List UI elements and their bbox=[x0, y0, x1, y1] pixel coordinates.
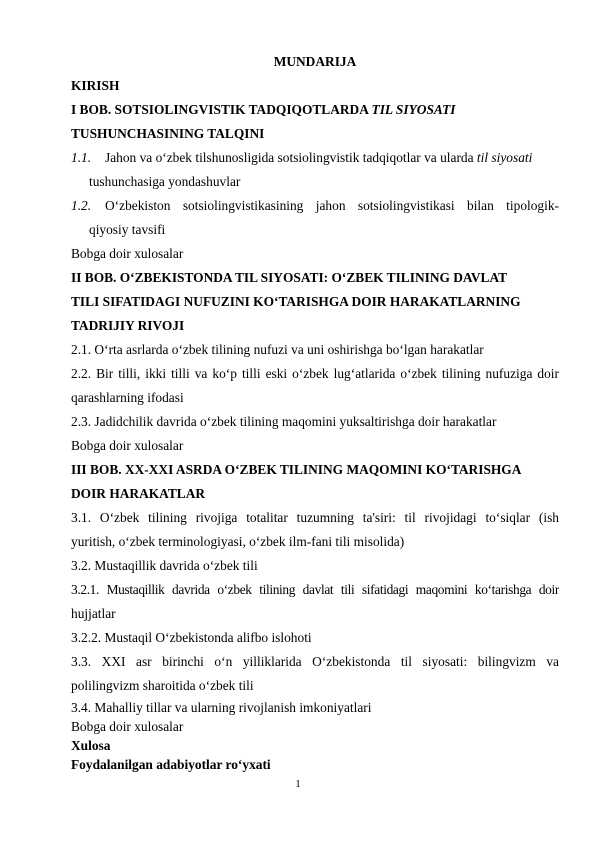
toc-section-3-2-1-line-2: hujjatlar bbox=[71, 606, 116, 621]
page-number: 1 bbox=[295, 778, 301, 790]
toc-chapter-1-text: I BOB. SOTSIOLINGVISTIK TADQIQOTLARDA bbox=[71, 102, 372, 117]
toc-section-1-2-line-1 bbox=[71, 194, 559, 218]
toc-chapter-2-line-3: TADRIJIY RIVOJI bbox=[71, 318, 185, 333]
toc-section-3-3-line-1: 3.3. XXI asr birinchi o‘n yilliklarida O‘zbekistonda til siyosati: bilingvizm va bbox=[71, 654, 559, 669]
toc-section-1-1-italic: til siyosati bbox=[476, 150, 533, 165]
toc-section-3-3-line-2: polilingvizm sharoitida o‘zbek tili bbox=[71, 678, 254, 693]
toc-chapter-1-conclusion: Bobga doir xulosalar bbox=[71, 246, 184, 261]
toc-chapter-3-line-2: DOIR HARAKATLAR bbox=[71, 486, 206, 501]
page-title: MUNDARIJA bbox=[273, 54, 357, 69]
toc-section-2-3: 2.3. Jadidchilik davrida o‘zbek tilining maqomini yuksaltirishga doir harakatlar bbox=[71, 414, 497, 429]
toc-chapter-2-line-2: TILI SIFATIDAGI NUFUZINI KO‘TARISHGA DOIR HARAKATLARNING bbox=[71, 294, 521, 309]
toc-section-3-1-line-1: 3.1. O‘zbek tilining rivojiga totalitar tuzumning ta'siri: til rivojidagi to‘siqlar (ish bbox=[71, 510, 559, 525]
toc-section-3-2-2: 3.2.2. Mustaqil O‘zbekistonda alifbo islohoti bbox=[71, 630, 312, 645]
toc-section-3-4: 3.4. Mahalliy tillar va ularning rivojlanish imkoniyatlari bbox=[71, 700, 372, 715]
toc-section-3-2: 3.2. Mustaqillik davrida o‘zbek tili bbox=[71, 558, 258, 573]
toc-chapter-3-conclusion: Bobga doir xulosalar bbox=[71, 719, 184, 734]
toc-entry-references: Foydalanilgan adabiyotlar ro‘yxati bbox=[71, 757, 271, 772]
toc-section-1-1-line-2: tushunchasiga yondashuvlar bbox=[89, 174, 241, 189]
toc-section-1-1-text: Jahon va o‘zbek tilshunosligida sotsiolingvistik tadqiqotlar va ularda bbox=[105, 150, 477, 165]
toc-section-2-2-line-1: 2.2. Bir tilli, ikki tilli va ko‘p tilli eski o‘zbek lug‘atlarida o‘zbek tilining nufuziga doir bbox=[71, 366, 559, 381]
toc-entry-xulosa: Xulosa bbox=[71, 738, 111, 753]
toc-chapter-1-italic: TIL SIYOSATI bbox=[371, 102, 456, 117]
toc-entry-kirish: KIRISH bbox=[71, 78, 120, 93]
toc-section-3-2-1-line-1: 3.2.1. Mustaqillik davrida o‘zbek tilining davlat tili sifatidagi maqomini ko‘tarishga doir bbox=[71, 582, 559, 597]
toc-chapter-1-line-2: TUSHUNCHASINING TALQINI bbox=[71, 126, 265, 141]
toc-section-3-1-line-2: yuritish, o‘zbek terminologiyasi, o‘zbek ilm-fani tili misolida) bbox=[71, 534, 405, 549]
toc-section-2-1: 2.1. O‘rta asrlarda o‘zbek tilining nufuzi va uni oshirishga bo‘lgan harakatlar bbox=[71, 342, 484, 357]
toc-section-number: 1.2. bbox=[71, 198, 92, 213]
toc-section-1-2-text: O‘zbekiston sotsiolingvistikasining jahon sotsiolingvistikasi bilan tipologik- bbox=[105, 198, 559, 213]
toc-section-2-2-line-2: qarashlarning ifodasi bbox=[71, 390, 184, 405]
toc-chapter-2-conclusion: Bobga doir xulosalar bbox=[71, 438, 184, 453]
toc-section-1-2-line-2: qiyosiy tavsifi bbox=[89, 222, 166, 237]
toc-chapter-2-line-1: II BOB. O‘ZBEKISTONDA TIL SIYOSATI: O‘ZBEK TILINING DAVLAT bbox=[71, 270, 508, 285]
table-of-contents bbox=[71, 50, 559, 774]
toc-chapter-3-line-1: III BOB. XX-XXI ASRDA O‘ZBEK TILINING MAQOMINI KO‘TARISHGA bbox=[71, 462, 522, 477]
toc-chapter-1-line-1 bbox=[71, 98, 559, 122]
toc-section-number: 1.1. bbox=[71, 150, 92, 165]
toc-section-1-1-line-1 bbox=[71, 146, 559, 170]
